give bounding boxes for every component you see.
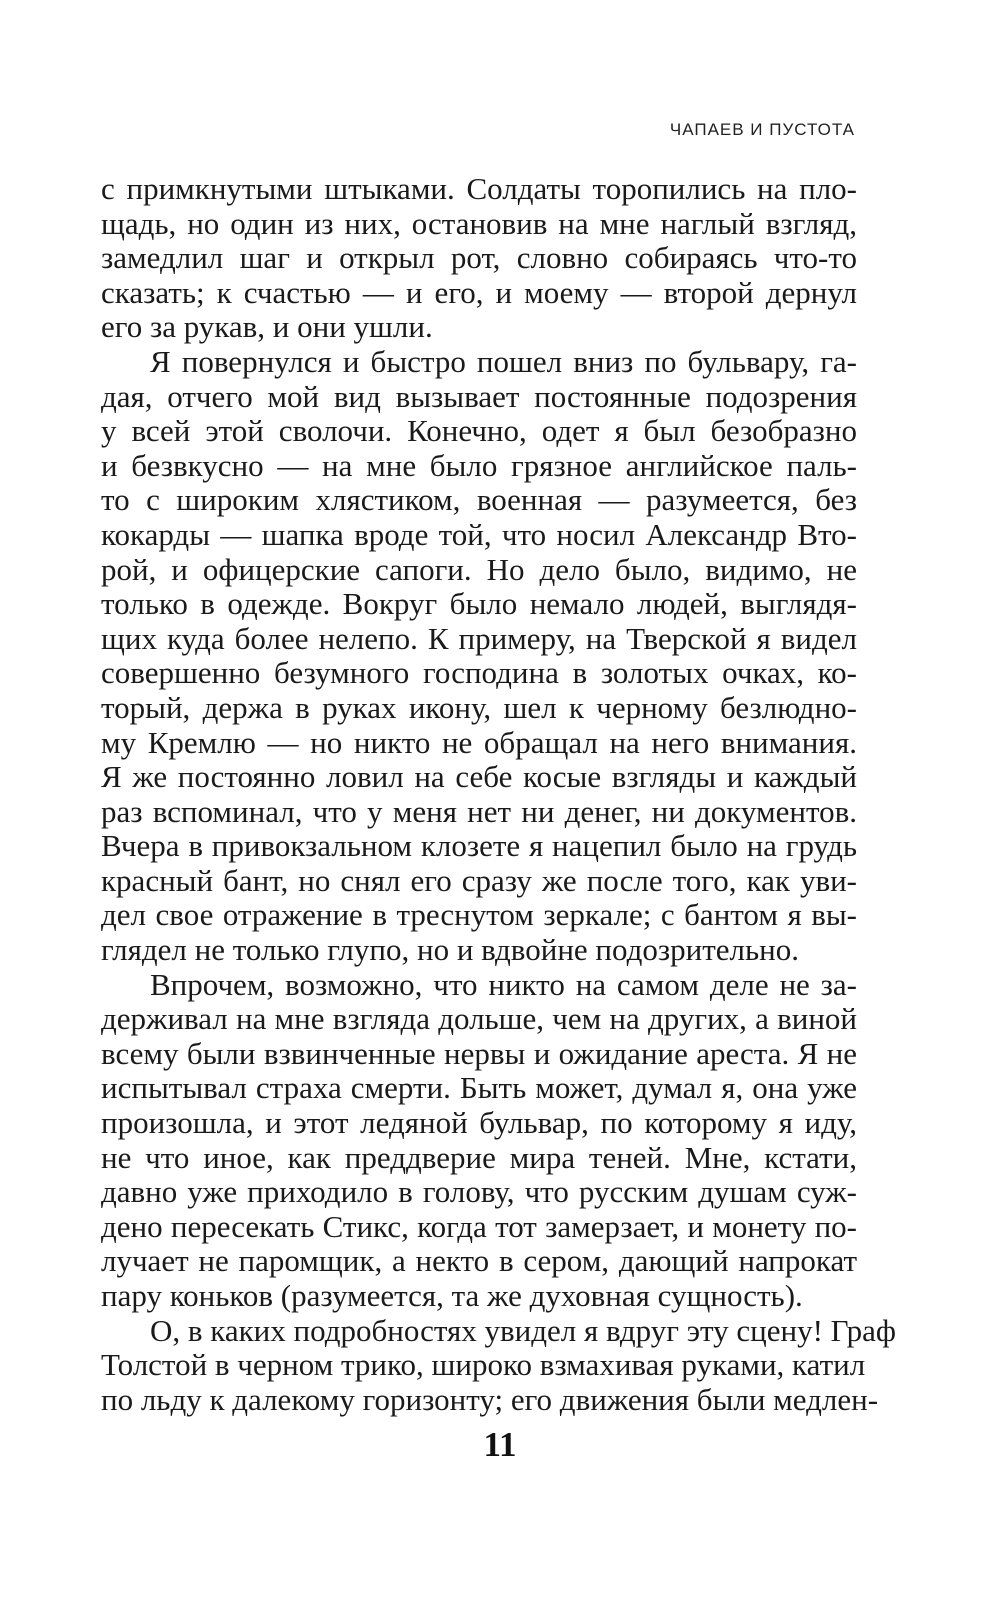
text-line: только в одежде. Вокруг было немало людей, выглядя- xyxy=(101,586,857,622)
text-line: дено пересекать Стикс, когда тот замерзает, и монету по- xyxy=(101,1208,857,1244)
paragraph xyxy=(101,968,857,1314)
text-line: произошла, и этот ледяной бульвар, по которому я иду, xyxy=(101,1105,857,1141)
text-line: совершенно безумного господина в золотых очках, ко- xyxy=(101,655,857,691)
text-line: рой, и офицерские сапоги. Но дело было, видимо, не xyxy=(101,551,857,587)
text-line: с примкнутыми штыками. Солдаты торопились на пло- xyxy=(101,171,857,206)
text-line: раз вспоминал, что у меня нет ни денег, ни документов. xyxy=(101,793,857,829)
text-line: му Кремлю — но никто не обращал на него внимания. xyxy=(101,724,857,760)
text-line: дая, отчего мой вид вызывает постоянные подозрения xyxy=(101,378,857,414)
text-line: Вчера в привокзальном клозете я нацепил было на грудь xyxy=(101,828,857,864)
text-line: по льду к далекому горизонту; его движения были медлен- xyxy=(101,1381,879,1417)
text-line: у всей этой сволочи. Конечно, одет я был безобразно xyxy=(101,413,857,449)
text-line: лучает не паромщик, а некто в сером, дающий напрокат xyxy=(101,1243,857,1279)
text-line: Впрочем, возможно, что никто на самом деле не за- xyxy=(150,966,857,1002)
text-line: испытывал страха смерти. Быть может, думал я, она уже xyxy=(101,1070,857,1106)
text-line: О, в каких подробностях увидел я вдруг эту сцену! Граф xyxy=(150,1312,896,1348)
text-line: щадь, но один из них, остановив на мне наглый взгляд, xyxy=(101,205,857,241)
text-line: пару коньков (разумеется, та же духовная сущность). xyxy=(101,1278,803,1313)
text-line: глядел не только глупо, но и вдвойне подозрительно. xyxy=(101,932,799,968)
text-line: и безвкусно — на мне было грязное английское паль- xyxy=(101,447,857,483)
text-line: дел свое отражение в треснутом зеркале; с бантом я вы- xyxy=(101,897,857,933)
paragraph xyxy=(101,172,857,345)
text-line: Толстой в черном трико, широко взмахивая руками, катил xyxy=(101,1347,866,1383)
text-line: Я же постоянно ловил на себе косые взгляды и каждый xyxy=(101,759,857,795)
page-number: 11 xyxy=(483,1425,517,1464)
paragraph xyxy=(101,1312,896,1418)
text-line: его за рукав, и они ушли. xyxy=(101,309,433,345)
text-line: не что иное, как преддверие мира теней. Мне, кстати, xyxy=(101,1139,857,1175)
running-head: ЧАПАЕВ И ПУСТОТА xyxy=(669,120,855,139)
text-line: замедлил шаг и открыл рот, словно собираясь что-то xyxy=(101,240,857,276)
text-line: торый, держа в руках икону, шел к черному безлюдно- xyxy=(101,689,857,725)
text-line: давно уже приходило в голову, что русским душам суж- xyxy=(101,1174,857,1210)
text-line: щих куда более нелепо. К примеру, на Тверской я видел xyxy=(101,620,857,656)
text-line: держивал на мне взгляда дольше, чем на других, а виной xyxy=(101,1001,857,1037)
text-line: то с широким хлястиком, военная — разумеется, без xyxy=(101,482,857,518)
paragraph xyxy=(101,345,857,968)
text-line: всему были взвинченные нервы и ожидание ареста. Я не xyxy=(101,1035,857,1071)
body-text xyxy=(101,171,896,1417)
text-line: красный бант, но снял его сразу же после того, как уви- xyxy=(101,862,857,898)
text-line: Я повернулся и быстро пошел вниз по бульвару, га- xyxy=(150,343,857,379)
text-line: кокарды — шапка вроде той, что носил Александр Вто- xyxy=(101,516,857,552)
text-line: сказать; к счастью — и его, и моему — второй дернул xyxy=(101,274,857,310)
